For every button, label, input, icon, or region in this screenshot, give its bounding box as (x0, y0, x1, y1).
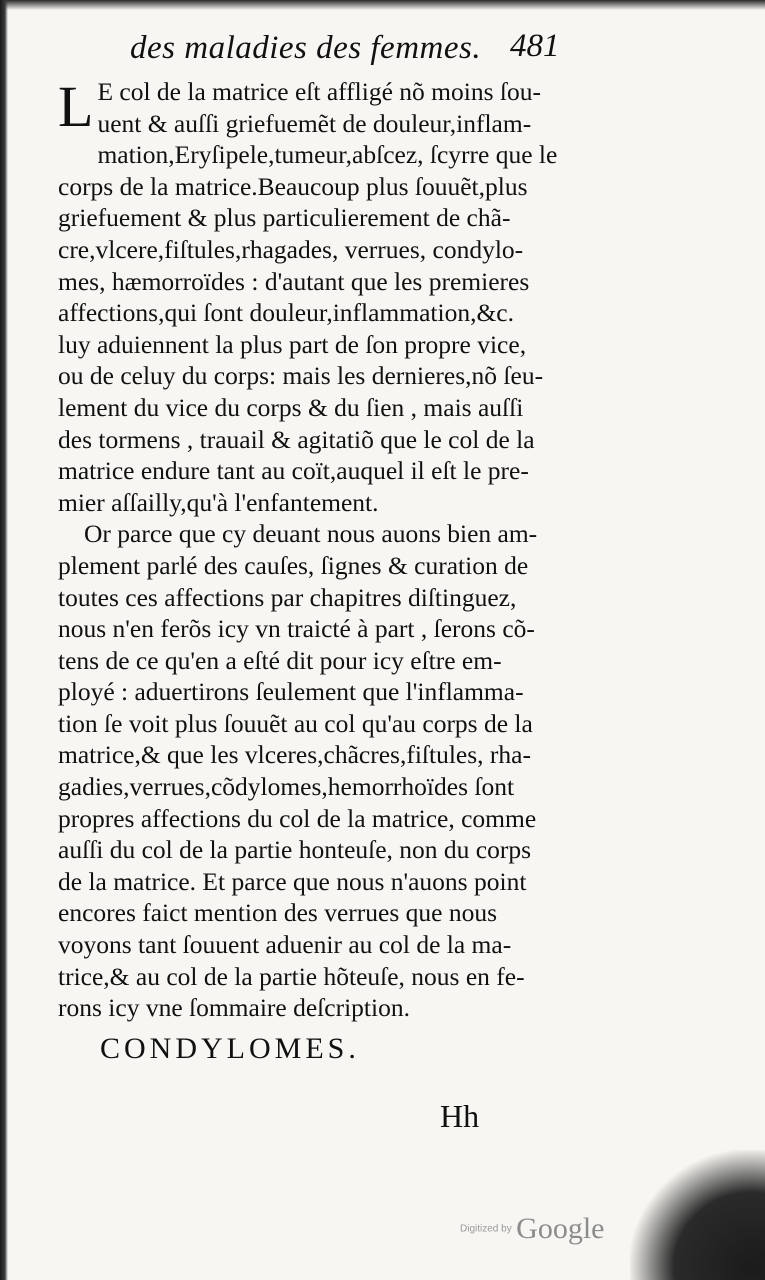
book-page (58, 24, 598, 1024)
paragraph-1 (58, 76, 598, 518)
section-heading: CONDYLOMES. (100, 1032, 360, 1065)
text-line: trice,& au col de la partie hõteuſe, nous en fe- (58, 961, 525, 991)
watermark-prefix: Digitized by (460, 1223, 512, 1235)
text-line: corps de la matrice.Beaucoup plus ſouuẽt,plus (58, 171, 528, 201)
text-line: lement du vice du corps & du ſien , mais auſſi (58, 392, 524, 422)
text-line: propres affections du col de la matrice, comme (58, 803, 537, 833)
text-line: tens de ce qu'en a eſté dit pour icy eſtre em- (58, 645, 502, 675)
drop-cap: L (58, 74, 94, 139)
text-line: des tormens , trauail & agitatiõ que le col de la (58, 424, 535, 454)
text-line: plement parlé des cauſes, ſignes & curation de (58, 550, 529, 580)
text-line: tion ſe voit plus ſouuẽt au col qu'au corps de la (58, 708, 533, 738)
text-line: luy aduiennent la plus part de ſon propre vice, (58, 329, 527, 359)
paragraph-1-lines (58, 76, 598, 518)
body-text (58, 76, 598, 1024)
text-line: encores faict mention des verrues que nous (58, 898, 498, 928)
scan-left-edge (0, 0, 8, 1280)
text-line: toutes ces affections par chapitres diſtinguez, (58, 582, 517, 612)
text-line: mation,Eryſipele,tumeur,abſcez, ſcyrre que le (97, 140, 558, 170)
text-line: matrice endure tant au coït,auquel il eſt le pre- (58, 456, 529, 486)
text-line: cre,vlcere,fiſtules,rhagades, verrues, condylo- (58, 234, 524, 264)
scan-top-edge (0, 0, 765, 10)
text-line: nous n'en ferõs icy vn traicté à part , ſerons cõ- (58, 614, 535, 644)
watermark-brand: Google (516, 1212, 605, 1245)
text-line: Or parce que cy deuant nous auons bien am- (84, 519, 538, 549)
text-line: voyons tant ſouuent aduenir au col de la ma- (58, 930, 512, 960)
page-number: 481 (510, 28, 560, 64)
text-line: affections,qui ſont douleur,inflammation,&c. (58, 298, 514, 328)
running-head (58, 24, 598, 76)
text-line: E col de la matrice eſt affligé nõ moins ſou- (97, 77, 541, 106)
text-line: mes, hæmorroïdes : d'autant que les premieres (58, 266, 530, 296)
text-line: ou de celuy du corps: mais les dernieres,nõ ſeu- (58, 361, 544, 391)
paragraph-2 (58, 518, 598, 1024)
running-title: des maladies des femmes. (130, 30, 482, 66)
text-line: griefuement & plus particulierement de chã- (58, 203, 511, 233)
text-line: mier aſſailly,qu'à l'enfantement. (58, 487, 379, 517)
text-line: ployé : aduertirons ſeulement que l'inflamma- (58, 677, 524, 707)
text-line: uent & auſſi griefuemẽt de douleur,inflam- (97, 108, 532, 138)
text-line: matrice,& que les vlceres,chãcres,fiſtules, rha- (58, 740, 531, 770)
signature-mark: Hh (440, 1098, 480, 1134)
text-line: de la matrice. Et parce que nous n'auons point (58, 866, 527, 896)
text-line: auſſi du col de la partie honteuſe, non du corps (58, 835, 532, 865)
page-corner-shadow (630, 1150, 765, 1280)
text-line: rons icy vne ſommaire deſcription. (58, 993, 410, 1023)
text-line: gadies,verrues,cõdylomes,hemorrhoïdes ſont (58, 772, 515, 802)
digitized-watermark (460, 1212, 604, 1246)
